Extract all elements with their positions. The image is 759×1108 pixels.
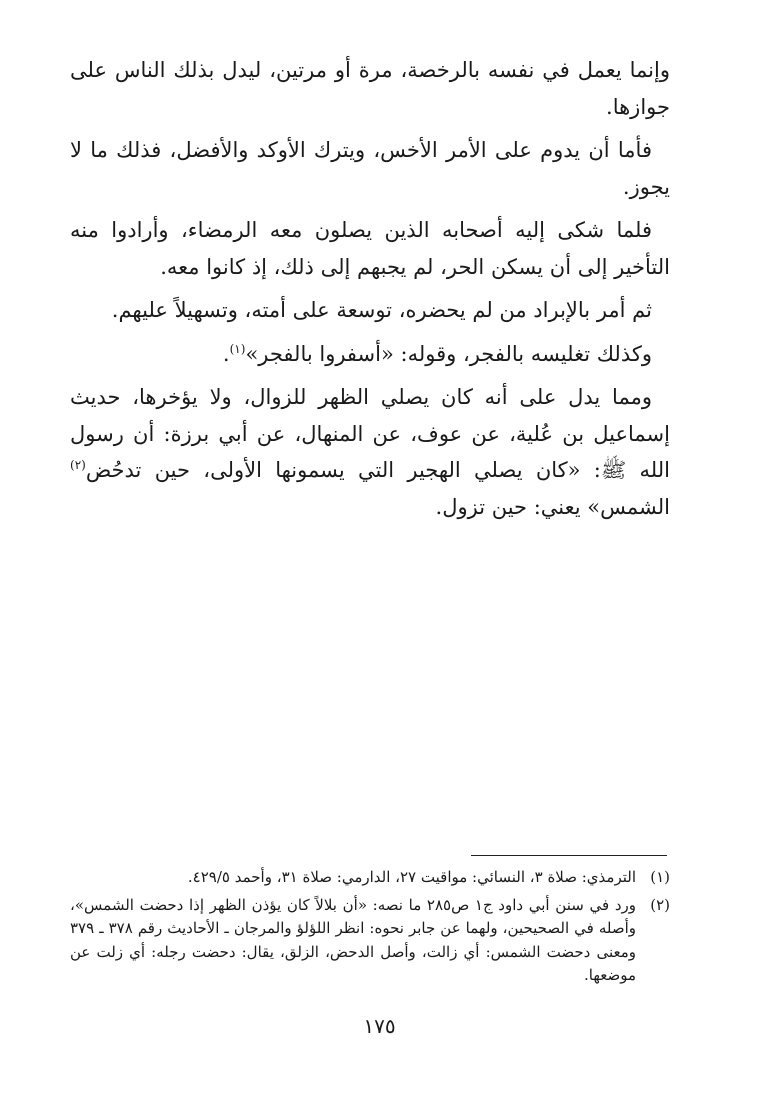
footnote-text: ورد في سنن أبي داود ج١ ص٢٨٥ ما نصه: «أن بلالاً كان يؤذن الظهر إذا دحضت الشمس»، وأصله في الصحيحين، ولهما عن جابر نحوه: انظر اللؤلؤ والمرجان ـ الأحاديث رقم ٣٧٨ ـ ٣٧٩ ومعنى دحضت الشمس: أي زالت، وأصل الدحض، الزلق، يقال: دحضت رجله: أي زلت عن موضعها. (70, 895, 636, 984)
paragraph-5-end: . (222, 341, 230, 366)
footnote-ref-1[interactable]: (١) (229, 341, 246, 356)
paragraph-2: فأما أن يدوم على الأمر الأخس، ويترك الأوكد والأفضل، فذلك ما لا يجوز. (70, 138, 670, 199)
paragraph-6-end: الشمس» يعني: حين تزول. (435, 494, 670, 519)
footnote-text: الترمذي: صلاة ٣، النسائي: مواقيت ٢٧، الدارمي: صلاة ٣١، وأحمد ٤٢٩/٥. (187, 868, 636, 886)
footnote-number: (١) (650, 868, 670, 886)
footnote-2 (70, 894, 670, 988)
footnote-ref-2[interactable]: (٢) (70, 458, 86, 472)
footnote-separator (471, 855, 667, 856)
paragraph-3: فلما شكى إليه أصحابه الذين يصلون معه الرمضاء، وأرادوا منه التأخير إلى أن يسكن الحر، لم يجبهم إلى ذلك، إذ كانوا معه. (70, 218, 670, 279)
paragraph-5 (70, 336, 670, 373)
paragraph-5-text: وكذلك تغليسه بالفجر، وقوله: «أسفروا بالفجر» (245, 341, 652, 366)
paragraph-4: ثم أمر بالإبراد من لم يحضره، توسعة على أمته، وتسهيلاً عليهم. (111, 298, 652, 322)
paragraph-6-text: ومما يدل على أنه كان يصلي الظهر للزوال، ولا يؤخرها، حديث إسماعيل بن عُلية، عن عوف، عن المنهال، عن أبي برزة: أن رسول الله ﷺ: «كان يصلي الهجير التي يسمونها الأولى، حين تدحُض (70, 385, 670, 482)
page-number: ١٧٥ (363, 1014, 396, 1038)
footnote-1 (70, 866, 670, 890)
paragraph-6 (70, 379, 670, 525)
footnotes (70, 866, 670, 992)
footnote-number: (٢) (650, 895, 670, 914)
main-text (70, 52, 670, 532)
paragraph-1: وإنما يعمل في نفسه بالرخصة، مرة أو مرتين، ليدل بذلك الناس على جوازها. (70, 58, 670, 119)
